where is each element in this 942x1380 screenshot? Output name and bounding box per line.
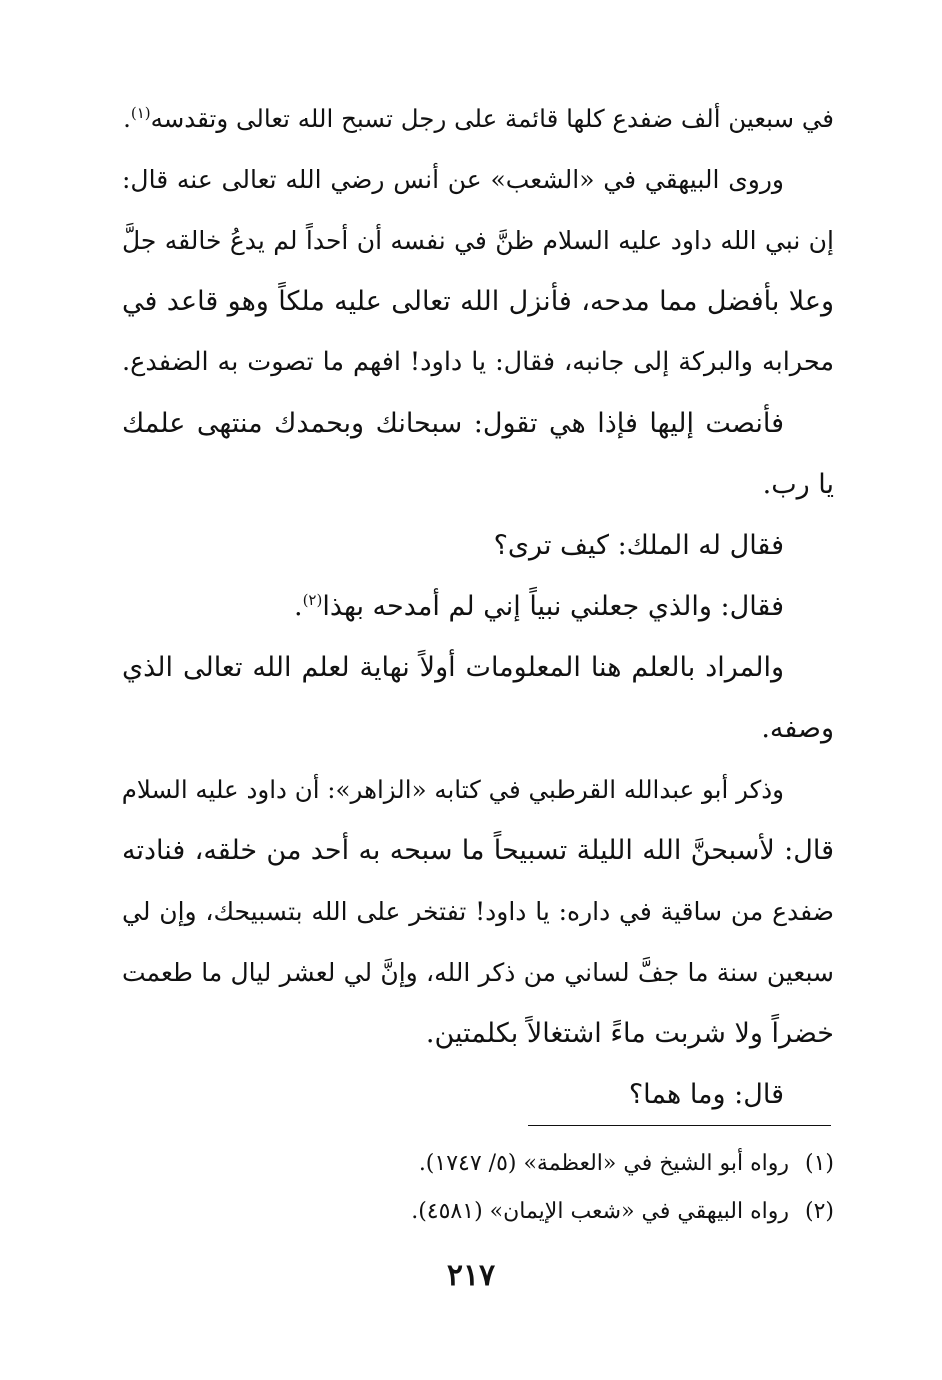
text-line-13: قال: لأسبحنَّ الله الليلة تسبيحاً ما سبحه به أحد من خلقه، فنادته <box>122 835 834 866</box>
text-line-3: إن نبي الله داود عليه السلام ظنَّ في نفسه أن أحداً لم يدعُ خالقه جلَّ <box>122 226 834 255</box>
page-number: ٢١٧ <box>446 1258 496 1293</box>
footnote-divider <box>528 1125 831 1126</box>
text-line-7: يا رب. <box>762 469 834 500</box>
text-line-2: وروى البيهقي في «الشعب» عن أنس رضي الله تعالى عنه قال: <box>122 165 784 194</box>
text-line-4: وعلا بأفضل مما مدحه، فأنزل الله تعالى عليه ملكاً وهو قاعد في <box>122 286 834 317</box>
text-line-12: وذكر أبو عبدالله القرطبي في كتابه «الزاهر»: أن داود عليه السلام <box>122 775 784 804</box>
text-line-14: ضفدع من ساقية في داره: يا داود! تفتخر على الله بتسبيحك، وإن لي <box>122 897 834 926</box>
text-line-8: فقال له الملك: كيف ترى؟ <box>493 530 784 561</box>
text-line-10: والمراد بالعلم هنا المعلومات أولاً نهاية لعلم الله تعالى الذي <box>122 652 784 683</box>
text-line-15: سبعين سنة ما جفَّ لساني من ذكر الله، وإنَّ لي لعشر ليال ما طعمت <box>122 958 834 987</box>
text-line-6: فأنصت إليها فإذا هي تقول: سبحانك وبحمدك منتهى علمك <box>122 408 784 439</box>
footnotes <box>122 1140 834 1236</box>
footnote-number-1: (١) <box>804 1151 834 1176</box>
text-line-1: في سبعين ألف ضفدع كلها قائمة على رجل تسبح الله تعالى وتقدسه$^{(١)}$. <box>123 103 834 133</box>
footnote-ref-2[interactable]: (٢) <box>302 591 323 609</box>
text-line-5: محرابه والبركة إلى جانبه، فقال: يا داود! افهم ما تصوت به الضفدع. <box>122 347 834 377</box>
footnote-text-1: رواه أبو الشيخ في «العظمة» (٥/ ١٧٤٧). <box>418 1151 789 1176</box>
main-text <box>122 88 834 1125</box>
text-line-16: خضراً ولا شربت ماءً اشتغالاً بكلمتين. <box>425 1018 834 1049</box>
footnote-number-2: (٢) <box>804 1199 834 1224</box>
footnote-ref-1[interactable]: (١) <box>130 103 151 122</box>
footnote-text-2: رواه البيهقي في «شعب الإيمان» (٤٥٨١). <box>411 1199 789 1224</box>
text-line-9: فقال: والذي جعلني نبياً إني لم أمدحه بهذا$^{(٢)}$. <box>293 591 784 622</box>
text-line-11: وصفه. <box>761 713 834 744</box>
text-line-17: قال: وما هما؟ <box>628 1079 784 1110</box>
footnote-1 <box>122 1140 834 1188</box>
footnote-2 <box>122 1188 834 1236</box>
